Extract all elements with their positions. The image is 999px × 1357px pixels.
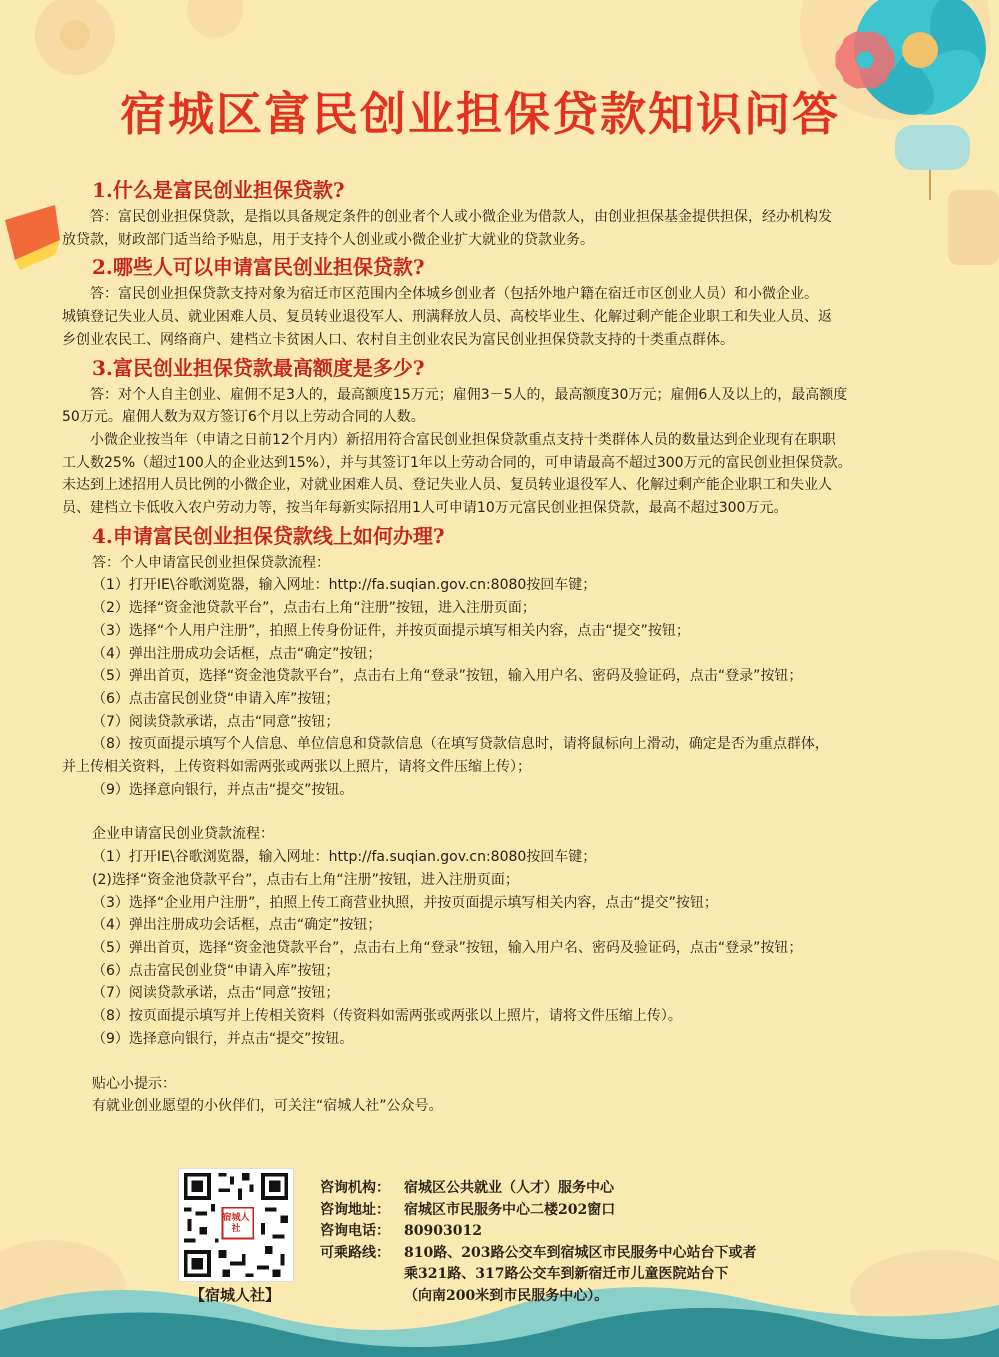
answer-line: 员、建档立卡低收入农户劳动力等，按当年每新实际招用1人可申请10万元富民创业担保贷款，最高不超过300万元。 (62, 500, 788, 517)
answer-line: 乡创业农民工、网络商户、建档立卡贫困人口、农村自主创业农民为富民创业担保贷款支持的十类重点群体。 (62, 331, 734, 348)
personal-step: （2）选择“资金池贷款平台”，点击右上角“注册”按钮，进入注册页面； (92, 600, 536, 617)
route-line: （向南200米到市民服务中心）。 (404, 1287, 609, 1304)
enterprise-step: (2)选择“资金池贷款平台”，点击右上角“注册”按钮，进入注册页面； (92, 871, 519, 888)
org-label: 咨询机构： (320, 1180, 390, 1196)
question-4-heading: 4.申请富民创业担保贷款线上如何办理? (92, 523, 445, 548)
addr-value: 宿城区市民服务中心二楼202窗口 (404, 1201, 616, 1218)
enterprise-step: （7）阅读贷款承诺，点击“同意”按钮； (92, 985, 340, 1002)
org-value: 宿城区公共就业（人才）服务中心 (404, 1180, 614, 1196)
answer-line: 小微企业按当年（申请之日前12个月内）新招用符合富民创业担保贷款重点支持十类群体人员的数量达到企业现有在职职 (90, 431, 836, 448)
route-line: 810路、203路公交车到宿城区市民服务中心站台下或者 (404, 1244, 757, 1261)
question-2-heading: 2.哪些人可以申请富民创业担保贷款? (92, 255, 425, 280)
tip-text: 有就业创业愿望的小伙伴们，可关注“宿城人社”公众号。 (92, 1098, 443, 1115)
lantern-icon (0, 200, 70, 275)
enterprise-step: （5）弹出首页，选择“资金池贷款平台”，点击右上角“登录”按钮，输入用户名、密码及验证码，点击“登录”按钮； (92, 939, 803, 956)
personal-step: 并上传相关资料，上传资料如需两张或两张以上照片，请将文件压缩上传）； (62, 759, 531, 776)
tip-heading: 贴心小提示： (92, 1075, 176, 1092)
question-1-heading: 1.什么是富民创业担保贷款? (92, 178, 345, 202)
contact-info (320, 1178, 756, 1307)
personal-step: （6）点击富民创业贷“申请入库”按钮； (92, 690, 340, 707)
answer-line: 工人数25%（超过100人的企业达到15%），并与其签订1年以上劳动合同的，可申请最高不超过300万元的富民创业担保贷款。 (62, 454, 852, 471)
contact-footer (178, 1168, 938, 1308)
phone-value: 80903012 (404, 1223, 482, 1239)
answer-line: 放贷款，财政部门适当给予贴息，用于支持个人创业或小微企业扩大就业的贷款业务。 (62, 231, 594, 248)
enterprise-step: （8）按页面提示填写并上传相关资料（传资料如需两张或两张以上照片，请将文件压缩上传）。 (92, 1008, 682, 1025)
qr-logo-text: 宿城人社 (222, 1213, 250, 1234)
personal-step: （9）选择意向银行，并点击“提交”按钮。 (92, 781, 354, 798)
addr-label: 咨询地址： (320, 1201, 390, 1218)
answer-line: 50万元。雇佣人数为双方签订6个月以上劳动合同的人数。 (62, 409, 425, 426)
personal-step: 答：个人申请富民创业担保贷款流程： (92, 554, 330, 571)
answer-line: 答：富民创业担保贷款，是指以具备规定条件的创业者个人或小微企业为借款人，由创业担保基金提供担保，经办机构发 (90, 209, 832, 225)
qr-caption: 【宿城人社】 (189, 1286, 280, 1304)
enterprise-step: （4）弹出注册成功会话框，点击“确定”按钮； (92, 917, 382, 934)
enterprise-step: 企业申请富民创业贷款流程： (92, 826, 274, 843)
answer-line: 答：富民创业担保贷款支持对象为宿迁市区范围内全体城乡创业者（包括外地户籍在宿迁市区创业人员）和小微企业。 (90, 286, 818, 303)
enterprise-step: （9）选择意向银行，并点击“提交”按钮。 (92, 1030, 354, 1047)
phone-label: 咨询电话： (320, 1223, 390, 1239)
personal-step: （7）阅读贷款承诺，点击“同意”按钮； (92, 713, 340, 730)
personal-step: （5）弹出首页，选择“资金池贷款平台”，点击右上角“登录”按钮，输入用户名、密码及验证码，点击“登录”按钮； (92, 668, 803, 685)
enterprise-step: （6）点击富民创业贷“申请入库”按钮； (92, 962, 340, 979)
answer-line: 未达到上述招用人员比例的小微企业，对就业困难人员、登记失业人员、复员转业退役军人、化解过剩产能企业职工和失业人 (62, 477, 832, 494)
enterprise-step: （3）选择“企业用户注册”，拍照上传工商营业执照，并按页面提示填写相关内容，点击“提交”按钮； (92, 894, 718, 911)
qr-code (178, 1168, 294, 1282)
content-body (62, 174, 942, 1118)
answer-line: 城镇登记失业人员、就业困难人员、复员转业退役军人、刑满释放人员、高校毕业生、化解过剩产能企业职工和失业人员、返 (62, 309, 832, 326)
answer-line: 答：对个人自主创业、雇佣不足3人的，最高额度15万元；雇佣3－5人的，最高额度30万元；雇佣6人及以上的，最高额度 (90, 386, 848, 403)
page-title: 宿城区富民创业担保贷款知识问答 (120, 87, 840, 141)
personal-step: （8）按页面提示填写个人信息、单位信息和贷款信息（在填写贷款信息时，请将鼠标向上滑动，确定是否为重点群体， (92, 736, 829, 753)
question-3-heading: 3.富民创业担保贷款最高额度是多少? (92, 355, 425, 380)
personal-step: （4）弹出注册成功会话框，点击“确定”按钮； (92, 645, 382, 662)
route-label: 可乘路线： (320, 1244, 390, 1261)
route-line: 乘321路、317路公交车到新宿迁市儿童医院站台下 (404, 1266, 729, 1282)
personal-step: （1）打开IE\谷歌浏览器，输入网址：http://fa.suqian.gov.cn:8080按回车键； (92, 577, 597, 594)
personal-step: （3）选择“个人用户注册”，拍照上传身份证件，并按页面提示填写相关内容，点击“提交”按钮； (92, 622, 690, 639)
enterprise-step: （1）打开IE\谷歌浏览器，输入网址：http://fa.suqian.gov.cn:8080按回车键； (92, 849, 597, 866)
